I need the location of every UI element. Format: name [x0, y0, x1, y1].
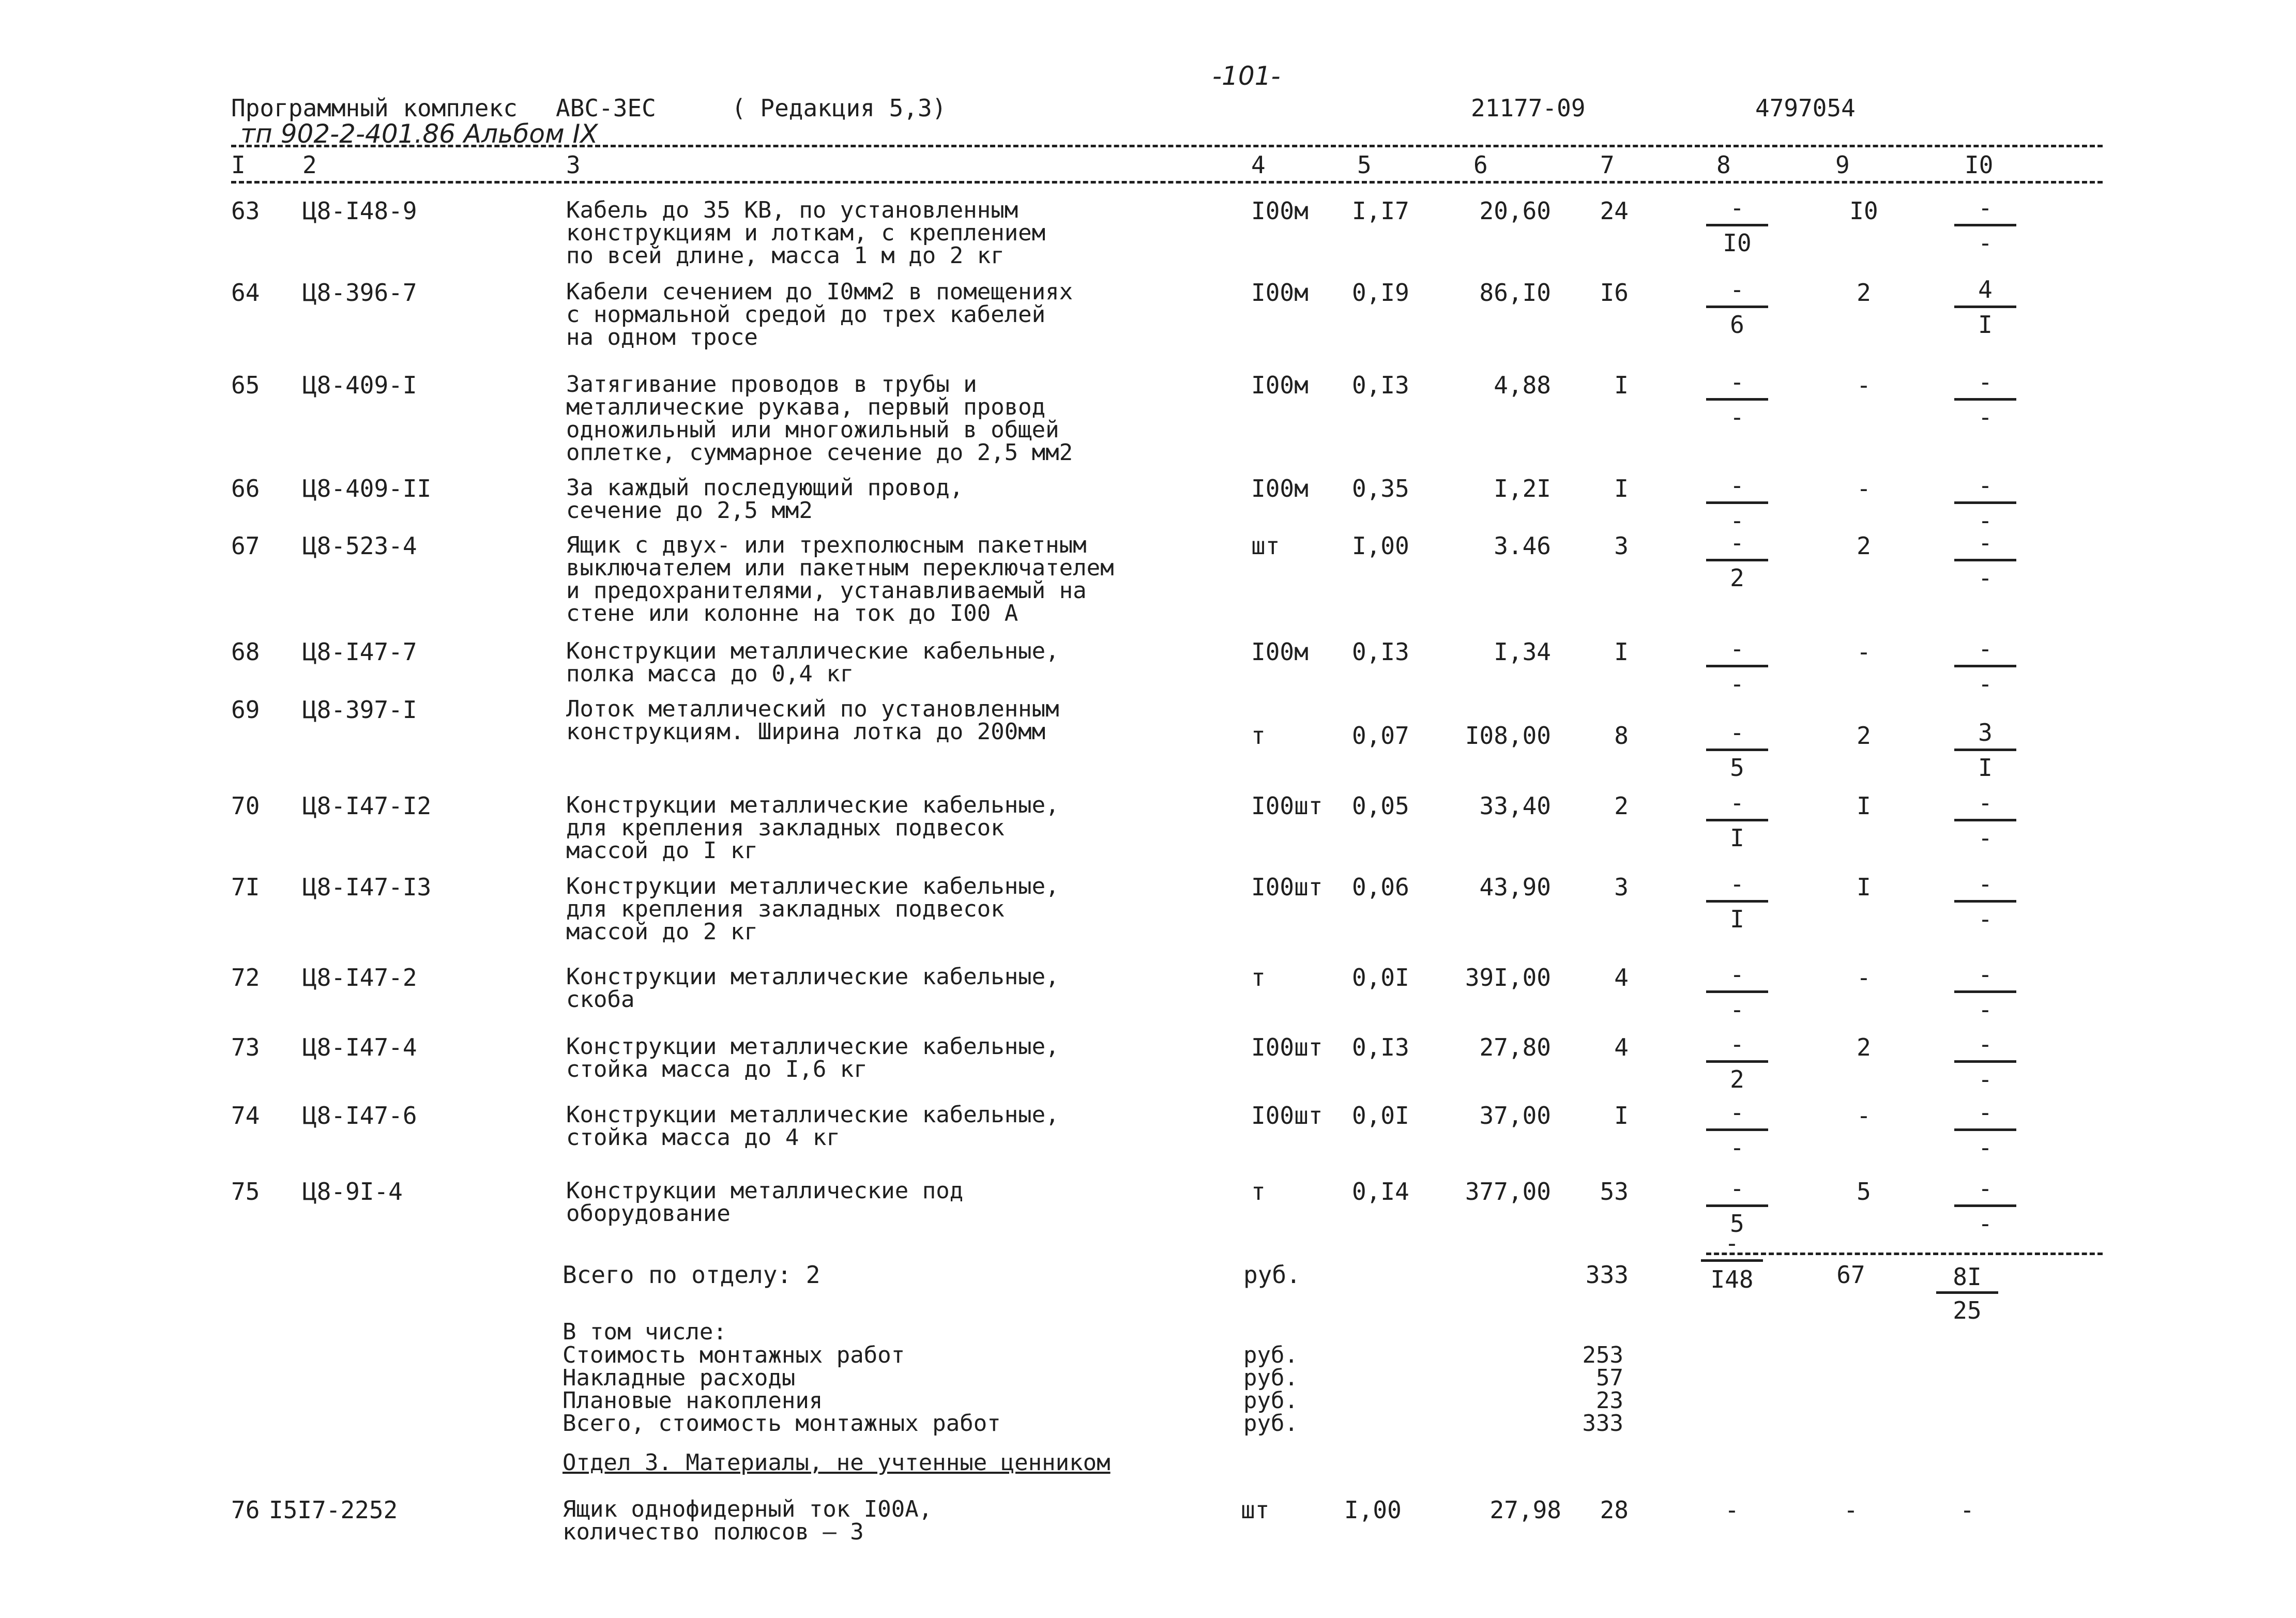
row-unit-price: I,2I	[1494, 475, 1551, 502]
last-row-total: 28	[1600, 1496, 1629, 1524]
breakdown-label: Плановые накопления	[562, 1387, 823, 1414]
row-unit-price: 43,90	[1479, 873, 1551, 901]
row-unit: I00шт	[1251, 792, 1323, 820]
row-quantity: I,I7	[1352, 197, 1409, 225]
row-total: 53	[1600, 1178, 1629, 1205]
column-number: 6	[1473, 151, 1488, 179]
description-line: Конструкции металлические кабельные,	[566, 964, 1059, 990]
summary-col9: 67	[1836, 1261, 1865, 1289]
row-col9: 5	[1857, 1178, 1871, 1205]
row-col9: 2	[1857, 722, 1871, 750]
row-col9: -	[1857, 475, 1871, 502]
description-line: на одном тросе	[566, 324, 758, 350]
description-line: стойка масса до I,6 кг	[566, 1056, 868, 1082]
column-number: I	[231, 151, 246, 179]
row-col9: -	[1857, 371, 1871, 399]
row-unit: I00м	[1251, 638, 1309, 666]
column-number: 7	[1600, 151, 1615, 179]
row-unit-price: 33,40	[1479, 792, 1551, 820]
row-col9: I0	[1849, 197, 1878, 225]
last-row-number: 76	[231, 1496, 260, 1524]
row-total: 2	[1614, 792, 1629, 820]
row-total: 4	[1614, 964, 1629, 991]
breakdown-unit: руб.	[1243, 1387, 1298, 1414]
description-line: одножильный или многожильный в общей	[566, 417, 1059, 443]
description-line: Ящик с двух- или трехполюсным пакетным	[566, 532, 1087, 558]
description-line: массой до 2 кг	[566, 919, 758, 945]
row-number: 69	[231, 696, 260, 724]
summary-unit: руб.	[1243, 1261, 1301, 1289]
row-unit-price: 39I,00	[1465, 964, 1551, 991]
row-description	[566, 794, 1059, 862]
row-quantity: 0,0I	[1352, 1102, 1409, 1129]
description-line: За каждый последующий провод,	[566, 475, 964, 501]
row-quantity: 0,07	[1352, 722, 1409, 750]
row-total: 3	[1614, 532, 1629, 560]
description-line: скоба	[566, 986, 635, 1013]
last-row-desc: Ящик однофидерный ток I00А, количество полюсов – 3	[562, 1496, 933, 1545]
description-line: массой до I кг	[566, 837, 758, 864]
description-line: конструкциям и лоткам, с креплением	[566, 220, 1046, 246]
description-line: Конструкции металлические кабельные,	[566, 1102, 1059, 1128]
description-line: Кабель до 35 КВ, по установленным	[566, 197, 1018, 223]
row-code: Ц8-I47-I2	[302, 792, 432, 820]
description-line: для крепления закладных подвесок	[566, 896, 1005, 922]
row-number: 66	[231, 475, 260, 502]
row-quantity: 0,I3	[1352, 638, 1409, 666]
breakdown-unit: руб.	[1243, 1410, 1298, 1437]
description-line: сечение до 2,5 мм2	[566, 497, 813, 524]
breakdown-label: Накладные расходы	[562, 1365, 796, 1391]
row-unit-price: 3.46	[1494, 532, 1551, 560]
row-description	[566, 698, 1059, 743]
row-number: 74	[231, 1102, 260, 1129]
description-line: и предохранителями, устанавливаемый на	[566, 577, 1087, 604]
doc-code: 21177-09	[1471, 94, 1586, 122]
description-line: для крепления закладных подвесок	[566, 815, 1005, 841]
row-code: Ц8-523-4	[302, 532, 417, 560]
row-total: 3	[1614, 873, 1629, 901]
summary-rule	[1706, 1253, 2103, 1255]
description-line: Конструкции металлические под	[566, 1178, 964, 1204]
description-line: оборудование	[566, 1200, 731, 1227]
row-description	[566, 966, 1059, 1011]
row-unit: I00м	[1251, 197, 1309, 225]
row-unit: I00м	[1251, 475, 1309, 502]
row-quantity: 0,I4	[1352, 1178, 1409, 1205]
section3-title: Отдел 3. Материалы, не учтенные ценником	[562, 1449, 1111, 1476]
column-number: 4	[1251, 151, 1266, 179]
row-code: Ц8-I47-2	[302, 964, 417, 991]
breakdown-unit: руб.	[1243, 1342, 1298, 1368]
album-label: тп 902-2-401.86 Альбом IX	[240, 119, 598, 149]
column-number: 2	[302, 151, 317, 179]
row-quantity: 0,I9	[1352, 279, 1409, 307]
last-row-col8: -	[1725, 1496, 1739, 1524]
row-unit: I00м	[1251, 371, 1309, 399]
row-description	[566, 640, 1059, 685]
row-number: 65	[231, 371, 260, 399]
last-row-price: 27,98	[1489, 1496, 1561, 1524]
row-description	[566, 1180, 963, 1225]
row-number: 63	[231, 197, 260, 225]
row-quantity: 0,I3	[1352, 371, 1409, 399]
description-line: стене или колонне на ток до I00 А	[566, 600, 1018, 627]
row-code: Ц8-396-7	[302, 279, 417, 307]
row-col9: I	[1857, 792, 1871, 820]
last-row-qty: I,00	[1344, 1496, 1402, 1524]
row-unit-price: 27,80	[1479, 1033, 1551, 1061]
description-line: оплетке, суммарное сечение до 2,5 мм2	[566, 439, 1073, 466]
row-description	[566, 1104, 1059, 1149]
row-col9: -	[1857, 638, 1871, 666]
row-description	[566, 1035, 1059, 1081]
row-code: Ц8-409-I	[302, 371, 417, 399]
description-line: стойка масса до 4 кг	[566, 1124, 840, 1151]
breakdown-value: 23	[1596, 1387, 1623, 1414]
row-col9: -	[1857, 1102, 1871, 1129]
system-name: АВС-3ЕС	[556, 94, 656, 122]
row-number: 7I	[231, 873, 260, 901]
row-unit-price: 4,88	[1494, 371, 1551, 399]
breakdown-value: 333	[1582, 1410, 1623, 1437]
breakdown-value: 253	[1582, 1342, 1623, 1368]
row-total: 24	[1600, 197, 1629, 225]
row-code: Ц8-I47-6	[302, 1102, 417, 1129]
column-number: 8	[1716, 151, 1731, 179]
row-description	[566, 875, 1059, 943]
description-line: конструкциям. Ширина лотка до 200мм	[566, 719, 1046, 745]
edition-label: ( Редакция 5,3)	[732, 94, 947, 122]
header-rule	[231, 145, 2103, 147]
description-line: Затягивание проводов в трубы и	[566, 371, 977, 398]
row-quantity: 0,35	[1352, 475, 1409, 502]
row-total: I	[1614, 371, 1629, 399]
row-description	[566, 199, 1045, 267]
column-number: 9	[1835, 151, 1850, 179]
row-total: I	[1614, 638, 1629, 666]
row-unit: т	[1251, 1178, 1266, 1205]
breakdown-value: 57	[1596, 1365, 1623, 1391]
row-total: I	[1614, 475, 1629, 502]
last-row-unit: шт	[1241, 1496, 1270, 1524]
row-description	[566, 534, 1114, 625]
row-description	[566, 281, 1073, 349]
row-code: Ц8-I47-7	[302, 638, 417, 666]
last-row-col9: -	[1844, 1496, 1858, 1524]
row-unit-price: 20,60	[1479, 197, 1551, 225]
row-unit-price: I,34	[1494, 638, 1551, 666]
summary-label: Всего по отделу: 2	[562, 1261, 820, 1289]
row-unit: т	[1251, 964, 1266, 991]
row-number: 70	[231, 792, 260, 820]
row-col9: I	[1857, 873, 1871, 901]
row-number: 68	[231, 638, 260, 666]
row-number: 72	[231, 964, 260, 991]
summary-total: 333	[1585, 1261, 1629, 1289]
row-description	[566, 477, 963, 522]
column-number: 3	[566, 151, 581, 179]
row-quantity: I,00	[1352, 532, 1409, 560]
row-quantity: 0,I3	[1352, 1033, 1409, 1061]
row-number: 67	[231, 532, 260, 560]
row-code: Ц8-I48-9	[302, 197, 417, 225]
row-code: Ц8-9I-4	[302, 1178, 403, 1205]
last-row-code: I5I7-2252	[269, 1496, 398, 1524]
description-line: по всей длине, масса 1 м до 2 кг	[566, 242, 1005, 269]
breakdown-heading: В том числе:	[562, 1319, 727, 1345]
row-unit: I00шт	[1251, 1033, 1323, 1061]
row-total: I	[1614, 1102, 1629, 1129]
description-line: Конструкции металлические кабельные,	[566, 873, 1059, 899]
page-number: -101-	[1212, 61, 1281, 91]
row-col9: 2	[1857, 532, 1871, 560]
row-col9: 2	[1857, 1033, 1871, 1061]
row-total: 8	[1614, 722, 1629, 750]
description-line: с нормальной средой до трех кабелей	[566, 301, 1046, 328]
row-unit-price: I08,00	[1465, 722, 1551, 750]
row-code: Ц8-I47-4	[302, 1033, 417, 1061]
description-line: полка масса до 0,4 кг	[566, 661, 854, 687]
row-unit: I00шт	[1251, 1102, 1323, 1129]
last-row-col10: -	[1960, 1496, 1974, 1524]
description-line: Конструкции металлические кабельные,	[566, 792, 1059, 818]
description-line: Конструкции металлические кабельные,	[566, 1033, 1059, 1060]
breakdown-label: Всего, стоимость монтажных работ	[562, 1410, 1001, 1437]
program-label: Программный комплекс	[231, 94, 518, 122]
row-unit-price: 377,00	[1465, 1178, 1551, 1205]
column-number: I0	[1965, 151, 1994, 179]
inventory-number: 4797054	[1755, 94, 1856, 122]
row-unit-price: 86,I0	[1479, 279, 1551, 307]
description-line: Лоток металлический по установленным	[566, 696, 1059, 722]
row-total: 4	[1614, 1033, 1629, 1061]
description-line: выключателем или пакетным переключателем	[566, 555, 1114, 581]
row-col9: -	[1857, 964, 1871, 991]
description-line: металлические рукава, первый провод	[566, 394, 1046, 420]
row-unit: т	[1251, 722, 1266, 750]
row-unit: I00шт	[1251, 873, 1323, 901]
column-number: 5	[1357, 151, 1372, 179]
row-unit-price: 37,00	[1479, 1102, 1551, 1129]
column-rule	[231, 181, 2103, 184]
row-code: Ц8-397-I	[302, 696, 417, 724]
row-number: 73	[231, 1033, 260, 1061]
row-unit: шт	[1251, 532, 1280, 560]
row-quantity: 0,0I	[1352, 964, 1409, 991]
row-code: Ц8-409-II	[302, 475, 432, 502]
row-description	[566, 373, 1073, 464]
row-number: 75	[231, 1178, 260, 1205]
description-line: Кабели сечением до I0мм2 в помещениях	[566, 279, 1073, 305]
breakdown-unit: руб.	[1243, 1365, 1298, 1391]
row-quantity: 0,05	[1352, 792, 1409, 820]
row-quantity: 0,06	[1352, 873, 1409, 901]
row-col9: 2	[1857, 279, 1871, 307]
row-number: 64	[231, 279, 260, 307]
breakdown-label: Стоимость монтажных работ	[562, 1342, 905, 1368]
row-unit: I00м	[1251, 279, 1309, 307]
row-code: Ц8-I47-I3	[302, 873, 432, 901]
row-total: I6	[1600, 279, 1629, 307]
description-line: Конструкции металлические кабельные,	[566, 638, 1059, 664]
